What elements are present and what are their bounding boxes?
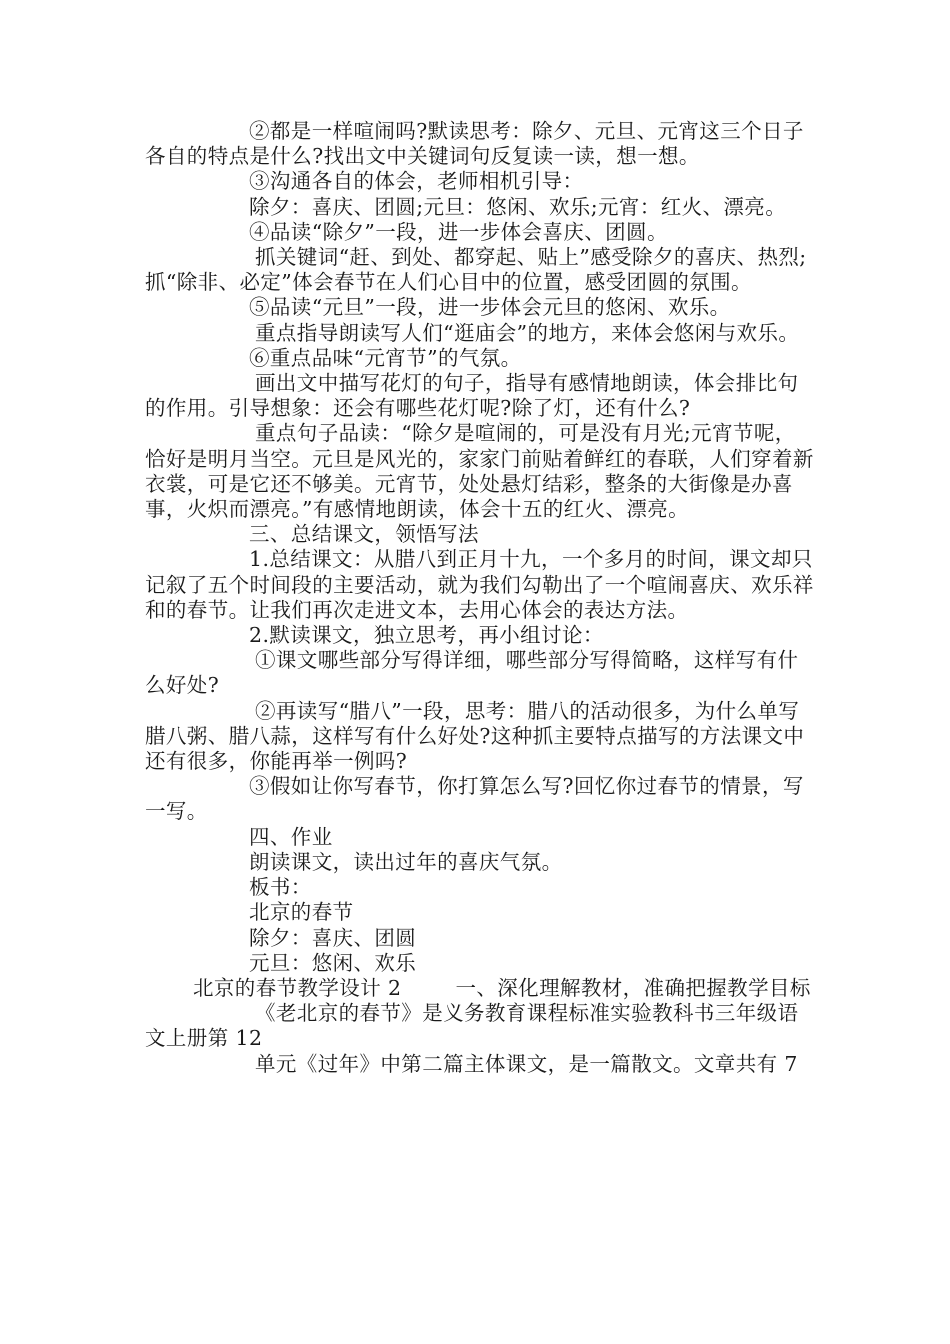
paragraph: 1.总结课文：从腊八到正月十九，一个多月的时间，课文却只记叙了五个时间段的主要活动，就为我们勾勒出了一个喧闹喜庆、欢乐祥和的春节。让我们再次走进文本，去用心体会的表达方法。	[145, 547, 814, 622]
paragraph: 元旦：悠闲、欢乐	[249, 950, 417, 975]
paragraph: 朗读课文，读出过年的喜庆气氛。	[249, 849, 563, 874]
document-page	[145, 119, 815, 1077]
paragraph: 除夕：喜庆、团圆;元旦：悠闲、欢乐;元宵：红火、漂亮。	[249, 194, 787, 219]
paragraph: ⑤品读“元旦”一段，进一步体会元旦的悠闲、欢乐。	[249, 295, 731, 320]
paragraph: ①课文哪些部分写得详细，哪些部分写得简略，这样写有什么好处?	[145, 648, 799, 698]
paragraph: 单元《过年》中第二篇主体课文，是一篇散文。文章共有 7	[255, 1051, 798, 1076]
paragraph: 板书：	[249, 875, 312, 900]
paragraph: ③假如让你写春节，你打算怎么写?回忆你过春节的情景，写一写。	[145, 774, 804, 824]
paragraph: 2.默读课文，独立思考，再小组讨论：	[249, 623, 604, 648]
section-2-title: 北京的春节教学设计 2	[193, 975, 402, 1000]
section-2-title-line	[145, 976, 815, 1001]
paragraph: 抓关键词“赶、到处、都穿起、贴上”感受除夕的喜庆、热烈;抓“除非、必定”体会春节在人们心目中的位置，感受团圆的氛围。	[145, 245, 807, 295]
section-heading: 三、总结课文，领悟写法	[249, 522, 479, 547]
paragraph: 重点句子品读：“除夕是喧闹的，可是没有月光;元宵节呢，恰好是明月当空。元旦是风光的，家家门前贴着鲜红的春联，人们穿着新衣裳，可是它还不够美。元宵节，处处悬灯结彩，整条的大街像是办喜事，火炽而漂亮。”有感情地朗读，体会十五的红火、漂亮。	[145, 421, 814, 522]
paragraph: 北京的春节	[249, 900, 354, 925]
paragraph: ④品读“除夕”一段，进一步体会喜庆、团圆。	[249, 219, 668, 244]
paragraph: 除夕：喜庆、团圆	[249, 925, 417, 950]
paragraph: 画出文中描写花灯的句子，指导有感情地朗读，体会排比句的作用。引导想象：还会有哪些花灯呢?除了灯，还有什么?	[145, 371, 799, 421]
paragraph: ③沟通各自的体会，老师相机引导：	[249, 169, 584, 194]
paragraph: 重点指导朗读写人们“逛庙会”的地方，来体会悠闲与欢乐。	[255, 320, 800, 345]
paragraph: ⑥重点品味“元宵节”的气氛。	[249, 345, 522, 370]
paragraph: ②再读写“腊八”一段，思考：腊八的活动很多，为什么单写腊八粥、腊八蒜，这样写有什么好处?这种抓主要特点描写的方法课文中还有很多，你能再举一例吗?	[145, 698, 805, 774]
section-2-heading: 一、深化理解教材，准确把握教学目标	[455, 975, 811, 1000]
section-heading: 四、作业	[249, 824, 333, 849]
paragraph: 《老北京的春节》是义务教育课程标准实验教科书三年级语文上册第 12	[145, 1001, 799, 1051]
paragraph: ②都是一样喧闹吗?默读思考：除夕、元旦、元宵这三个日子各自的特点是什么?找出文中关键词句反复读一读，想一想。	[145, 119, 804, 169]
